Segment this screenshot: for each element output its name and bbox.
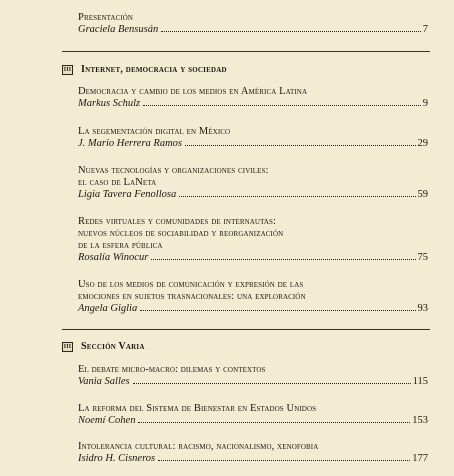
entry-author: Rosalía Winocur <box>78 252 149 263</box>
entry-title-line: La segementación digital en México <box>78 126 231 137</box>
dot-leader <box>138 422 410 423</box>
entry-title-line: Redes virtuales y comunidades de internautas: <box>78 216 277 227</box>
dot-leader <box>151 259 415 260</box>
entry-title-line: emociones en sujetos trasnacionales: una exploración <box>78 291 306 302</box>
entry-page-number: 93 <box>417 303 428 314</box>
section-title: Sección Varia <box>81 341 145 352</box>
dot-leader <box>185 145 415 146</box>
entry-author-line <box>78 453 428 465</box>
entry-page-number: 9 <box>422 98 428 109</box>
entry-author-line <box>78 415 428 427</box>
entry-author: Vania Salles <box>78 376 130 387</box>
toc-entry[interactable] <box>78 279 428 315</box>
entry-title-line: Uso de los medios de comunicación y expresión de las <box>78 279 304 290</box>
dot-leader <box>158 460 410 461</box>
toc-entry-presentacion[interactable] <box>78 12 428 36</box>
entry-page-number: 115 <box>412 376 428 387</box>
entry-title-line: Nuevas tecnologías y organizaciones civiles: <box>78 165 269 176</box>
entry-author: Noemí Cohen <box>78 415 136 426</box>
entry-title-line: el caso de LaNeta <box>78 177 157 188</box>
entry-title-line: Democracia y cambio de los medios en América Latina <box>78 86 308 97</box>
section-divider <box>62 329 430 330</box>
entry-author-line <box>78 252 428 264</box>
entry-author: Angela Giglia <box>78 303 138 314</box>
section-heading-varia <box>62 341 145 352</box>
section-marker-icon: III <box>63 66 72 73</box>
entry-title-line: La reforma del Sistema de Bienestar en Estados Unidos <box>78 403 317 414</box>
entry-author: Graciela Bensusán <box>78 24 159 35</box>
entry-author: Isidro H. Cisneros <box>78 453 156 464</box>
section-title: Internet, democracia y sociedad <box>81 64 227 75</box>
toc-entry[interactable] <box>78 403 428 427</box>
dot-leader <box>140 310 415 311</box>
entry-author-line <box>78 189 428 201</box>
entry-page-number: 153 <box>412 415 428 426</box>
dot-leader <box>179 196 415 197</box>
section-heading-internet <box>62 64 227 75</box>
entry-author: Markus Schulz <box>78 98 141 109</box>
entry-author-line <box>78 98 428 110</box>
entry-page-number: 59 <box>417 189 428 200</box>
section-divider <box>62 51 430 52</box>
toc-entry[interactable] <box>78 165 428 201</box>
entry-author-line <box>78 24 428 36</box>
dot-leader <box>143 105 421 106</box>
toc-entry[interactable] <box>78 441 428 465</box>
entry-title-line: El debate micro-macro: dilemas y contextos <box>78 364 266 375</box>
entry-page-number: 7 <box>422 24 428 35</box>
entry-page-number: 177 <box>412 453 428 464</box>
entry-author-line <box>78 303 428 315</box>
toc-entry[interactable] <box>78 216 428 264</box>
entry-author-line <box>78 138 428 150</box>
entry-author: J. Mario Herrera Ramos <box>78 138 183 149</box>
entry-page-number: 29 <box>417 138 428 149</box>
entry-page-number: 75 <box>417 252 428 263</box>
toc-entry[interactable] <box>78 86 428 110</box>
entry-title-line: Intolerancia cultural: racismo, nacionalismo, xenofobia <box>78 441 319 452</box>
entry-author-line <box>78 376 428 388</box>
entry-title-line: de la esfera pública <box>78 240 163 251</box>
section-marker-icon: III <box>63 343 72 350</box>
entry-author: Ligia Tavera Fenollosa <box>78 189 177 200</box>
dot-leader <box>161 31 421 32</box>
dot-leader <box>133 383 411 384</box>
toc-entry[interactable] <box>78 364 428 388</box>
entry-title: Presentación <box>78 12 134 23</box>
toc-entry[interactable] <box>78 126 428 150</box>
entry-title-line: nuevos núcleos de sociabilidad y reorganización <box>78 228 284 239</box>
